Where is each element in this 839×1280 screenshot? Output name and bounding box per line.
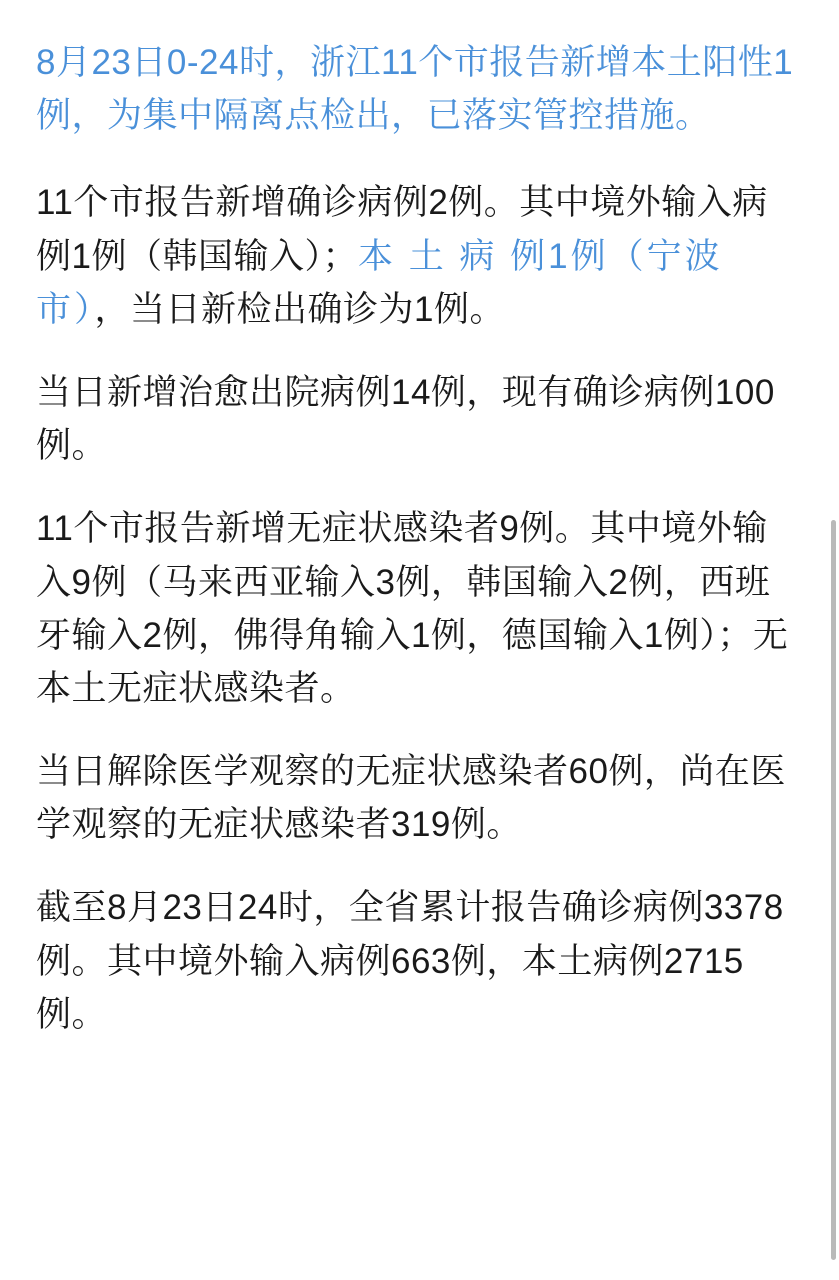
confirmed-cases-text-part2: ，当日新检出确诊为1例。: [94, 289, 505, 329]
paragraph-discharged: [36, 366, 803, 472]
cumulative-text: 截至8月23日24时，全省累计报告确诊病例3378例。其中境外输入病例663例，本土病例2715例。: [36, 888, 784, 1034]
observation-text: 当日解除医学观察的无症状感染者60例，尚在医学观察的无症状感染者319例。: [36, 752, 786, 845]
paragraph-lead: [36, 36, 803, 142]
paragraph-observation: [36, 745, 803, 851]
paragraph-lead-text: 8月23日0-24时，浙江11个市报告新增本土阳性1例，为集中隔离点检出，已落实管控措施。: [36, 43, 794, 136]
paragraph-asymptomatic: [36, 502, 803, 715]
confirmed-cases-text-part1: 11个市报告新增确诊病例2例。其中境外输入病例1例（韩国输入）；: [36, 183, 768, 276]
paragraph-cumulative: [36, 881, 803, 1041]
vertical-scrollbar[interactable]: [831, 520, 836, 1260]
discharged-text: 当日新增治愈出院病例14例，现有确诊病例100例。: [36, 372, 775, 466]
paragraph-confirmed-cases: [36, 176, 803, 336]
asymptomatic-text: 11个市报告新增无症状感染者9例。其中境外输入9例（马来西亚输入3例，韩国输入2例，西班牙输入2例，佛得角输入1例，德国输入1例）；无本土无症状感染者。: [36, 509, 789, 708]
confirmed-cases-highlight: 本 土 病 例1例（宁波市）: [36, 236, 723, 329]
